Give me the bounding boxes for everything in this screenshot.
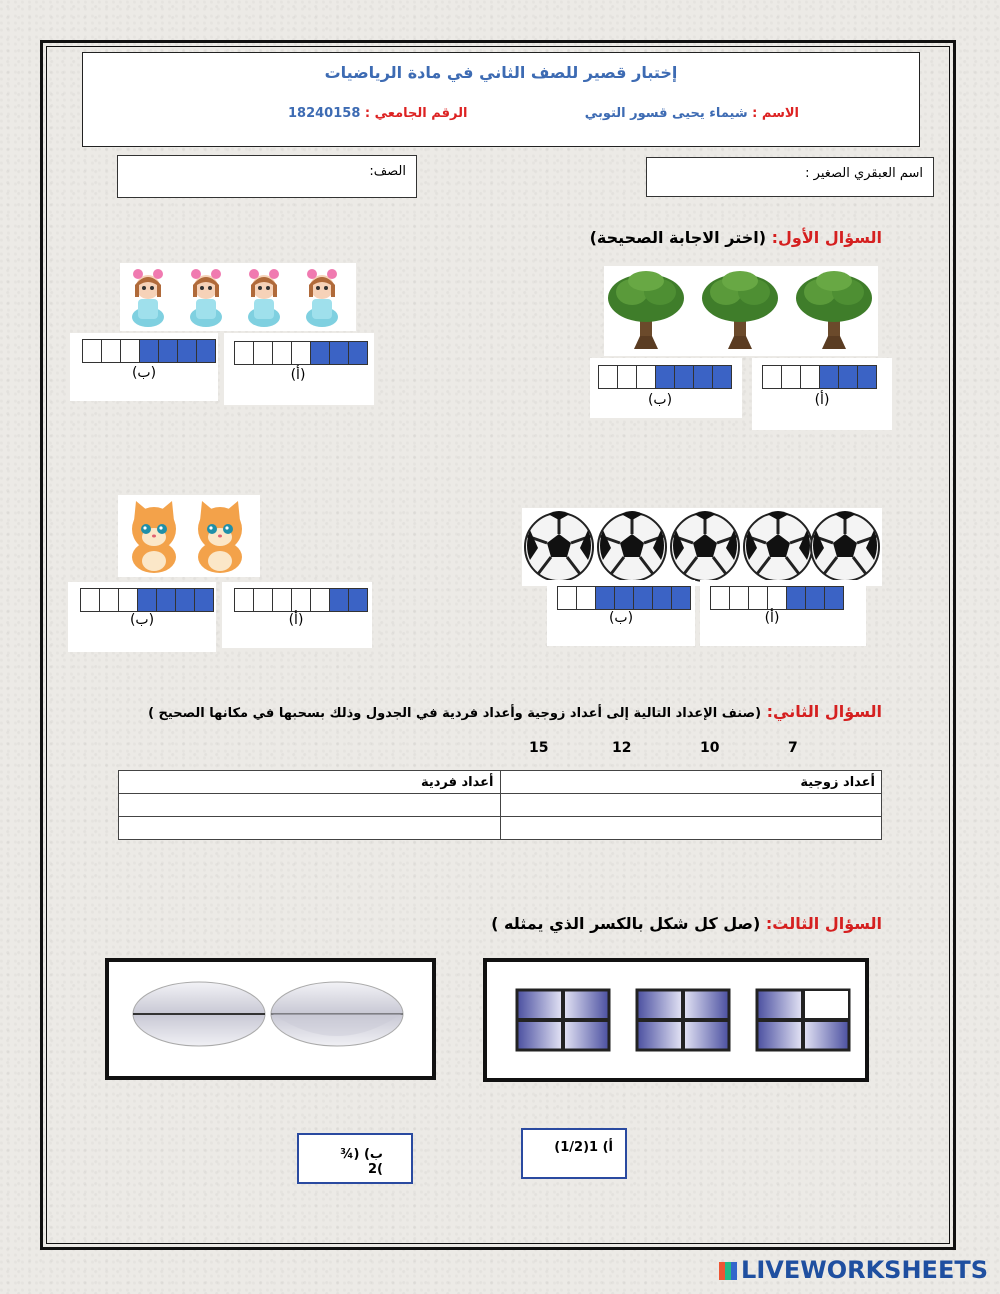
option-b-label: (ب) (608, 610, 634, 626)
cats-option-b[interactable] (68, 582, 216, 652)
question-1-title: السؤال الأول: (اختر الاجابة الصحيحة) (589, 228, 882, 247)
balls-a-bar (710, 586, 844, 610)
liveworksheets-logo: LIVEWORKSHEETS (719, 1256, 988, 1284)
even-drop-cell[interactable] (500, 794, 882, 817)
balls-b-bar (557, 586, 691, 610)
trees-a-bar (762, 365, 877, 389)
balls-option-a[interactable] (700, 580, 866, 646)
even-numbers-header: أعداد زوجية (500, 771, 882, 794)
page-title: إختبار قصير للصف الثاني في مادة الرياضيات (324, 63, 678, 82)
cats-image (118, 495, 260, 577)
squares-figure (487, 962, 865, 1078)
odd-drop-cell[interactable] (119, 794, 501, 817)
balls-option-b[interactable] (547, 580, 695, 646)
trees-option-b[interactable] (590, 358, 742, 418)
draggable-number[interactable]: 12 (612, 740, 632, 756)
odd-numbers-header: أعداد فردية (119, 771, 501, 794)
option-a-label: (أ) (290, 367, 306, 383)
dolls-image (120, 263, 356, 331)
cats-option-a[interactable] (222, 582, 372, 648)
dolls-option-a[interactable] (224, 333, 374, 405)
trees-image (604, 266, 878, 356)
cats-b-bar (80, 588, 214, 612)
dolls-b-bar (82, 339, 216, 363)
draggable-number[interactable]: 15 (529, 740, 549, 756)
option-a-label: (أ) (764, 610, 780, 626)
answer-a-box[interactable]: أ) 1(1/2) (521, 1128, 627, 1179)
odd-drop-cell[interactable] (119, 817, 501, 840)
class-field[interactable]: الصف: (117, 155, 417, 198)
option-b-label: (ب) (647, 392, 673, 408)
ovals-shape-box[interactable] (105, 958, 436, 1080)
dolls-option-b[interactable] (70, 333, 218, 401)
university-id: الرقم الجامعي : 18240158 (288, 106, 468, 121)
numbers-row (0, 740, 1000, 760)
author-name: الاسم : شيماء يحيى قسور التوبي (584, 106, 799, 121)
header-box (82, 52, 920, 147)
ovals-figure (109, 962, 432, 1076)
student-name-field[interactable]: اسم العبقري الصغير : (646, 157, 934, 197)
option-a-label: (أ) (288, 612, 304, 628)
answer-b-box[interactable]: ب) (¾ )2 (297, 1133, 413, 1184)
cats-a-bar (234, 588, 368, 612)
logo-icon (719, 1262, 737, 1280)
trees-b-bar (598, 365, 732, 389)
even-drop-cell[interactable] (500, 817, 882, 840)
option-b-label: (ب) (131, 365, 157, 381)
dolls-a-bar (234, 341, 368, 365)
draggable-number[interactable]: 10 (700, 740, 720, 756)
balls-image (522, 508, 882, 586)
question-3-title: السؤال الثالث: (صل كل شكل بالكسر الذي يمثله ) (491, 914, 882, 933)
classification-table (118, 770, 882, 840)
question-2-title: السؤال الثاني: (صنف الإعداد التالية إلى أعداد زوجية وأعداد فردية في الجدول وذلك بسحبها في مكانها الصحيح ) (148, 702, 882, 721)
draggable-number[interactable]: 7 (788, 740, 798, 756)
option-a-label: (أ) (814, 392, 830, 408)
option-b-label: (ب) (129, 612, 155, 628)
trees-option-a[interactable] (752, 358, 892, 430)
squares-shape-box[interactable] (483, 958, 869, 1082)
